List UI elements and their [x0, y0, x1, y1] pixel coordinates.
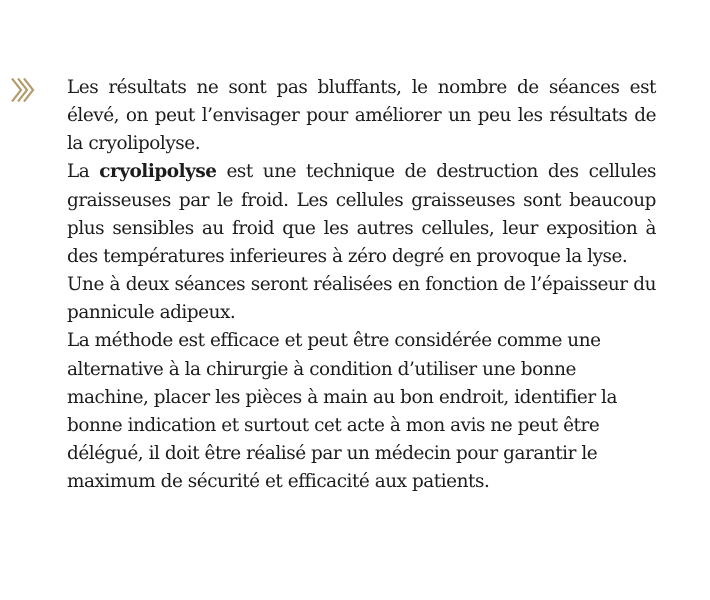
definition-text: est une technique de destruction des cellules graisseuses par le froid. Les cellules graisseuses sont beaucoup plus sensibles au froid que les autres cellules, leur exposition à des températures inferieures à zéro degré en provoque la lyse.	[67, 161, 656, 267]
definition-prefix: La	[67, 161, 100, 183]
paragraph-definition	[67, 158, 656, 271]
paragraph-conclusion: La méthode est efficace et peut être considérée comme une alternative à la chirurgie à condition d’utiliser une bonne machine, placer les pièces à main au bon endroit, identifier la bonne indication et surtout cet acte à mon avis ne peut être délégué, il doit être réalisé par un médecin pour garantir le maximum de sécurité et efficacité aux patients.	[67, 330, 618, 493]
paragraph-sessions: Une à deux séances seront réalisées en fonction de l’épaisseur du pannicule adipeux.	[67, 274, 656, 324]
body-text	[67, 74, 656, 496]
double-chevron-right-icon	[11, 77, 35, 103]
paragraph-intro: Les résultats ne sont pas bluffants, le nombre de séances est élevé, on peut l’envisager pour améliorer un peu les résultats de la cryolipolyse.	[67, 77, 656, 155]
term-cryolipolyse: cryolipolyse	[99, 161, 217, 183]
